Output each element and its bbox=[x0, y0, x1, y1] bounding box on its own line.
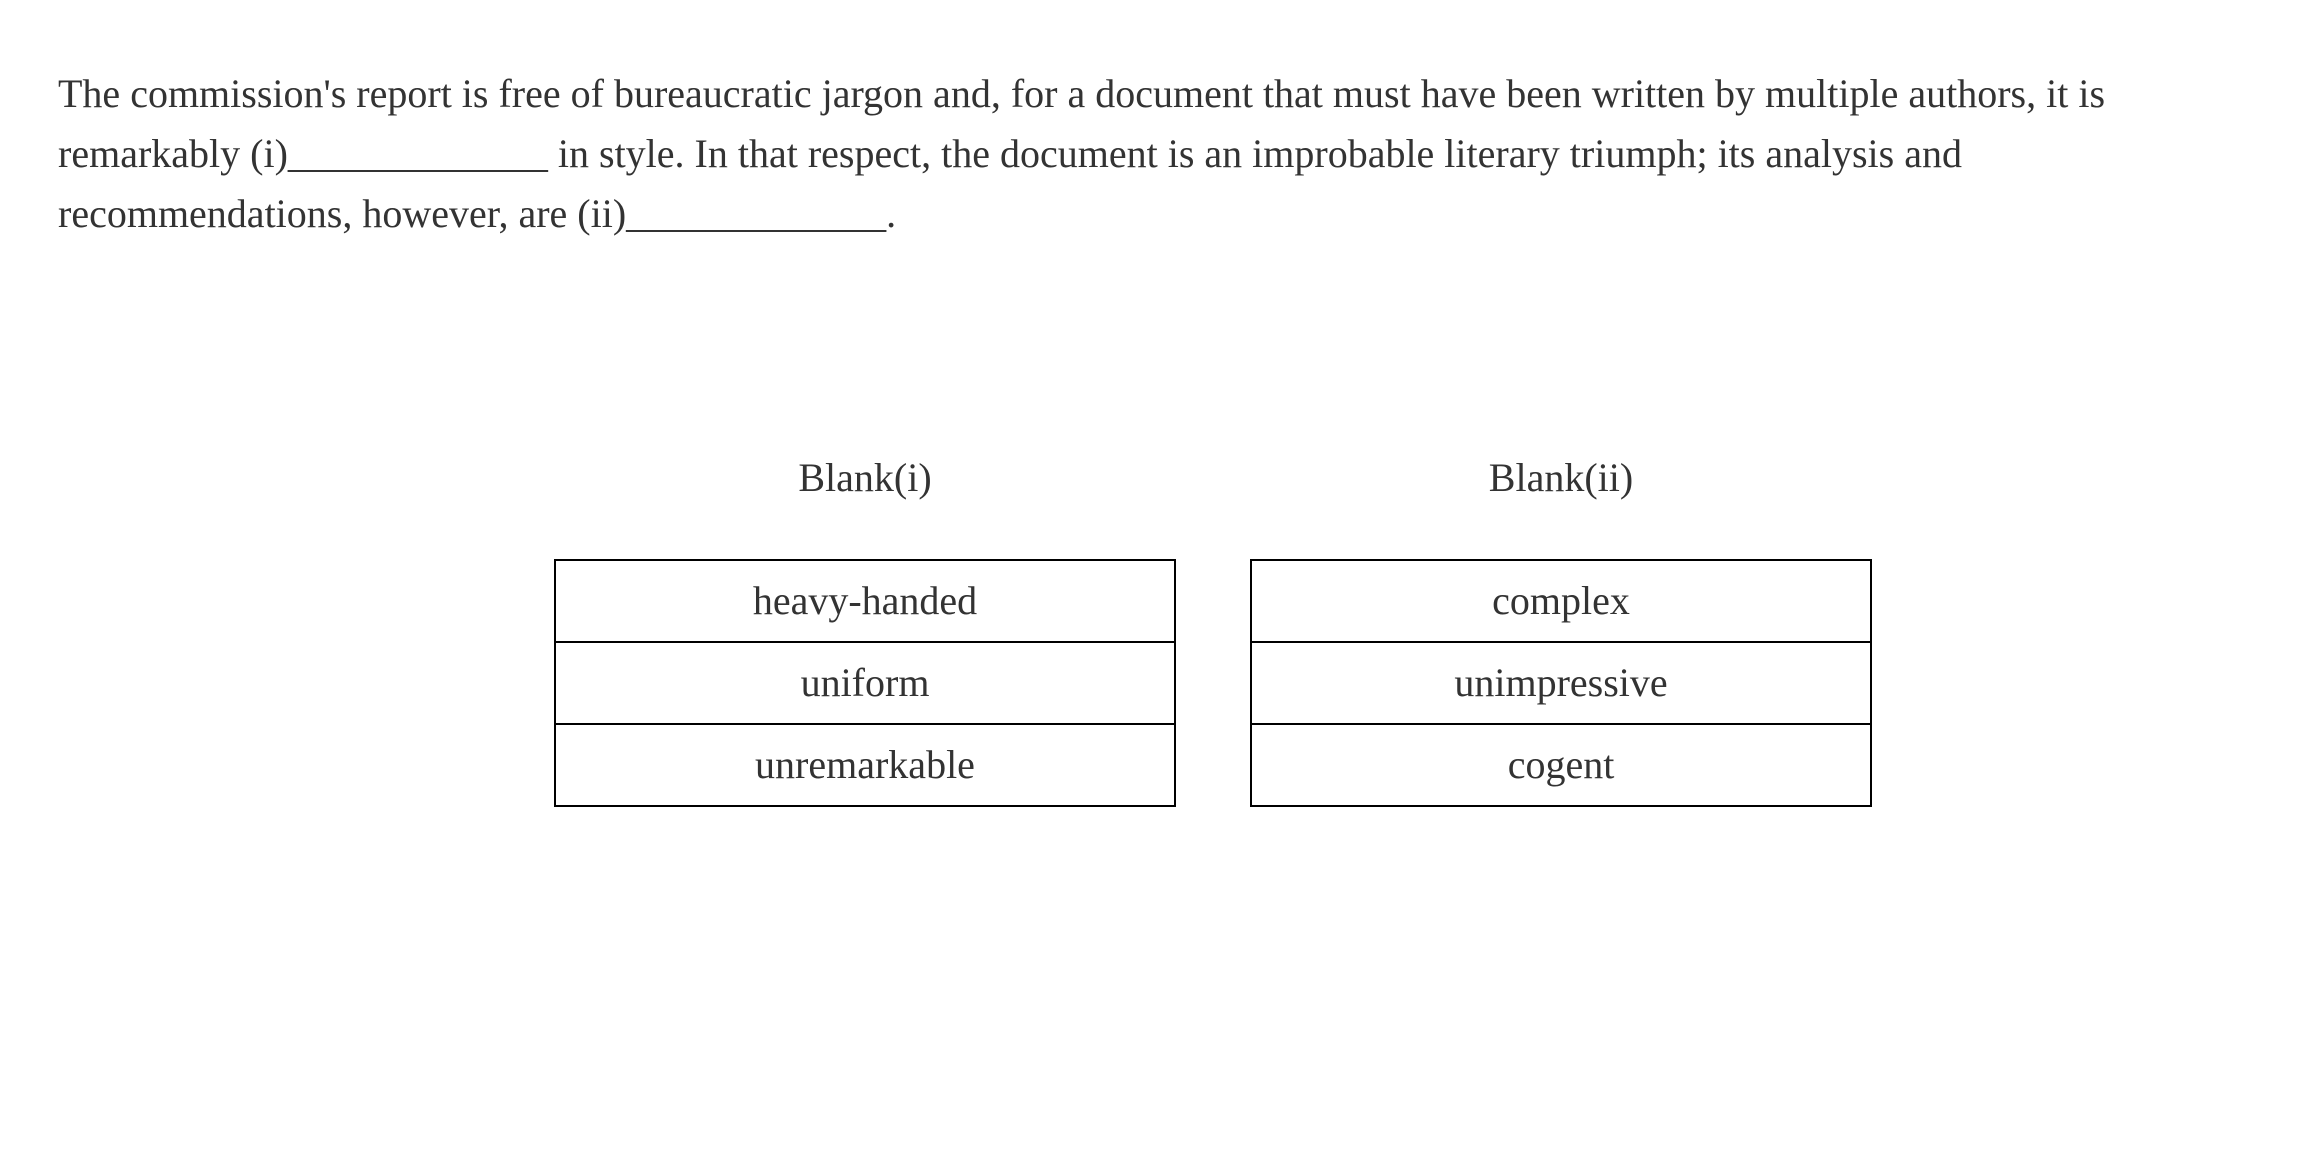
blank-i-options bbox=[554, 559, 1176, 807]
question-line-2: remarkably (i)_____________ in style. In that respect, the document is an improbable literary triumph; its analysis and bbox=[58, 131, 1962, 176]
blank-i-option-uniform[interactable]: uniform bbox=[556, 641, 1174, 723]
question-line-1: The commission's report is free of bureaucratic jargon and, for a document that must have been written by multiple authors, it is bbox=[58, 71, 2106, 116]
blank-i-option-unremarkable[interactable]: unremarkable bbox=[556, 723, 1174, 805]
blank-ii-option-unimpressive[interactable]: unimpressive bbox=[1252, 641, 1870, 723]
blank-i-header: Blank(i) bbox=[798, 455, 932, 500]
question-text bbox=[58, 64, 2288, 244]
blank-ii-option-cogent[interactable]: cogent bbox=[1252, 723, 1870, 805]
blank-ii-options bbox=[1250, 559, 1872, 807]
question-line-3: recommendations, however, are (ii)_____________. bbox=[58, 191, 897, 236]
blank-ii-option-complex[interactable]: complex bbox=[1252, 561, 1870, 641]
blank-ii-header: Blank(ii) bbox=[1488, 455, 1634, 500]
blank-i-option-heavy-handed[interactable]: heavy-handed bbox=[556, 561, 1174, 641]
